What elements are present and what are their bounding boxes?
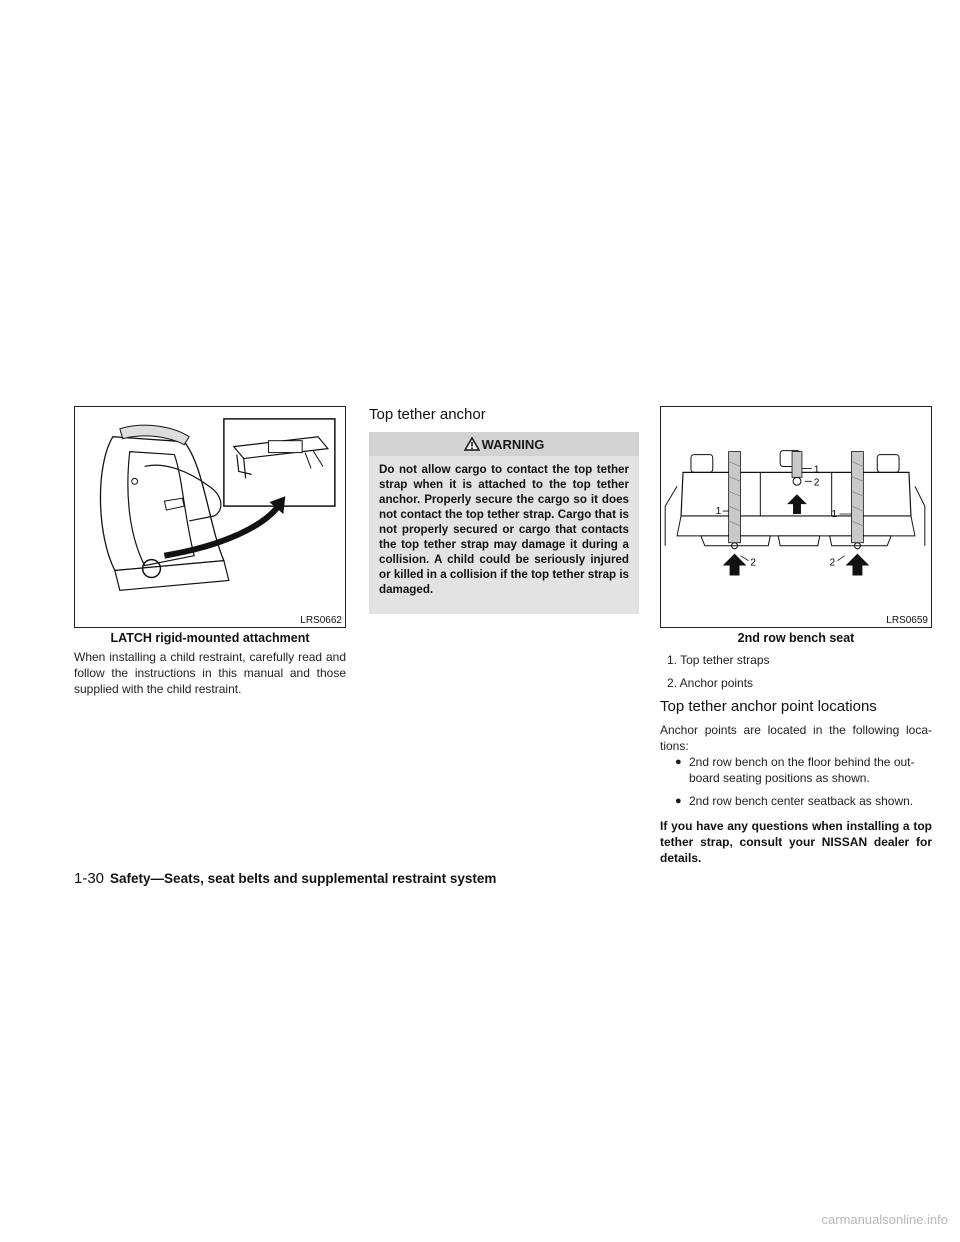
- callout-2: 2: [829, 557, 836, 569]
- warning-header: [369, 432, 639, 456]
- bullet-dot-icon: ●: [675, 756, 682, 768]
- page-footer: [74, 870, 496, 887]
- figure-caption: 2nd row bench seat: [737, 631, 855, 645]
- callout-1: 1: [715, 506, 722, 518]
- legend-item-1: 1. Top tether straps: [667, 653, 770, 667]
- bench-seat-illustration: [661, 407, 931, 627]
- latch-figure: [74, 406, 346, 628]
- figure-code: LRS0662: [300, 615, 342, 626]
- callout-2: 2: [813, 477, 820, 489]
- figure-code: LRS0659: [886, 615, 928, 626]
- callout-1: 1: [831, 509, 838, 520]
- callout-2: 2: [750, 557, 756, 569]
- figure-caption: LATCH rigid-mounted attachment: [110, 631, 310, 645]
- intro-paragraph: When installing a child restraint, carefully read and follow the instructions in this manual and those supplied with the child restraint.: [74, 650, 346, 696]
- location-bullet-2: 2nd row bench center seatback as shown.: [689, 794, 914, 808]
- bench-seat-figure: [660, 406, 932, 628]
- section-title-anchor-locations: Top tether anchor point locations: [660, 698, 877, 715]
- section-title-top-tether-anchor: Top tether anchor: [369, 406, 486, 423]
- chapter-title: Safety—Seats, seat belts and supplemental restraint system: [110, 871, 497, 886]
- warning-text: Do not allow cargo to contact the top tether strap when it is attached to the top tether anchor. Properly secure the cargo so it does not contact the top tether strap. Cargo that is not properly secured or cargo that contacts the top tether strap may damage it during a collision. A child could be seriously injured or killed in a collision if the top tether strap is damaged.: [379, 463, 629, 596]
- location-bullet-1: 2nd row bench on the floor behind the out-board seating positions as shown.: [689, 755, 915, 785]
- latch-illustration: [75, 407, 345, 627]
- callout-1: 1: [813, 464, 820, 476]
- warning-label: WARNING: [481, 436, 545, 452]
- page-number: 1-30: [74, 870, 105, 887]
- closing-note: If you have any questions when installing a top tether strap, consult your NISSAN dealer for details.: [660, 819, 932, 865]
- legend-item-2: 2. Anchor points: [667, 676, 754, 690]
- warning-box: [369, 432, 639, 614]
- warning-triangle-icon: [464, 437, 480, 451]
- watermark: carmanualsonline.info: [821, 1212, 948, 1227]
- locations-intro: Anchor points are located in the following loca-tions:: [660, 723, 932, 753]
- bullet-dot-icon: ●: [675, 795, 682, 807]
